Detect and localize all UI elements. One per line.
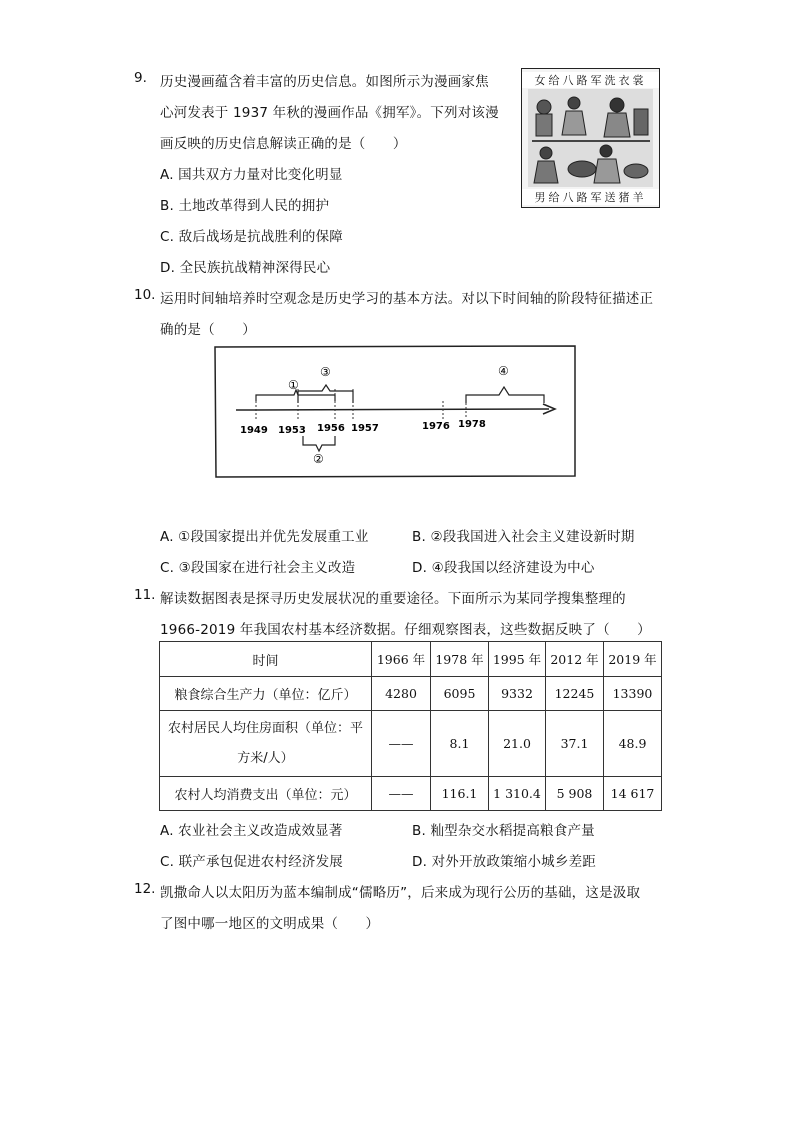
- table-cell: 6095: [431, 677, 489, 711]
- table-cell: 5 908: [546, 777, 604, 811]
- table-row: [160, 677, 662, 711]
- table-header-cell: 1995 年: [489, 642, 546, 677]
- option-c[interactable]: C. ③段国家在进行社会主义改造: [160, 560, 356, 576]
- question-text: 确的是（ ）: [160, 322, 256, 338]
- row-label: [160, 711, 372, 777]
- table-cell: 48.9: [604, 711, 662, 777]
- year-label: 1949: [240, 425, 268, 436]
- option-d[interactable]: D. 全民族抗战精神深得民心: [160, 260, 331, 276]
- marker-3: ③: [320, 365, 331, 379]
- year-label: 1953: [278, 425, 306, 436]
- option-a[interactable]: A. 国共双方力量对比变化明显: [160, 167, 343, 183]
- table-header-cell: 2012 年: [546, 642, 604, 677]
- question-number: 10.: [134, 287, 156, 303]
- option-d[interactable]: D. 对外开放政策缩小城乡差距: [412, 854, 596, 870]
- table-row: [160, 711, 662, 777]
- table-header-cell: 2019 年: [604, 642, 662, 677]
- option-a[interactable]: A. ①段国家提出并优先发展重工业: [160, 529, 369, 545]
- timeline-figure: [214, 345, 576, 478]
- table-cell: ——: [372, 711, 431, 777]
- year-label: 1957: [351, 423, 379, 434]
- marker-1: ①: [288, 378, 299, 392]
- question-number: 12.: [134, 881, 156, 897]
- option-b[interactable]: B. 籼型杂交水稻提高粮食产量: [412, 823, 595, 839]
- question-text: 历史漫画蕴含着丰富的历史信息。如图所示为漫画家焦: [160, 74, 489, 90]
- table-cell: 9332: [489, 677, 546, 711]
- year-label: 1978: [458, 419, 486, 430]
- table-cell: 8.1: [431, 711, 489, 777]
- table-cell: 21.0: [489, 711, 546, 777]
- table-cell: 14 617: [604, 777, 662, 811]
- cartoon-drawing: [522, 69, 659, 207]
- option-c[interactable]: C. 联产承包促进农村经济发展: [160, 854, 344, 870]
- table-header-row: [160, 642, 662, 677]
- row-label-line: 方米/人）: [237, 750, 294, 766]
- table-header-cell: 1966 年: [372, 642, 431, 677]
- marker-4: ④: [498, 364, 509, 378]
- row-label: 农村人均消费支出（单位：元）: [160, 777, 372, 811]
- question-number: 11.: [134, 587, 156, 603]
- table-cell: 116.1: [431, 777, 489, 811]
- option-a[interactable]: A. 农业社会主义改造成效显著: [160, 823, 343, 839]
- table-row: [160, 777, 662, 811]
- question-text: 1966-2019 年我国农村基本经济数据。仔细观察图表，这些数据反映了（ ）: [160, 622, 651, 638]
- bracket-4: [466, 387, 544, 403]
- cartoon-top-caption: 女给八路军洗衣裳: [522, 72, 659, 88]
- cartoon-image: [521, 68, 660, 208]
- table-header-cell: 1978 年: [431, 642, 489, 677]
- row-label: 粮食综合生产力（单位：亿斤）: [160, 677, 372, 711]
- timeline-border: [215, 346, 575, 477]
- marker-2: ②: [313, 452, 324, 466]
- option-b[interactable]: B. ②段我国进入社会主义建设新时期: [412, 529, 635, 545]
- year-label: 1956: [317, 423, 345, 434]
- question-text: 画反映的历史信息解读正确的是（ ）: [160, 136, 407, 152]
- row-label-line: 农村居民人均住房面积（单位：平: [167, 720, 363, 736]
- table-header-cell: 时间: [160, 642, 372, 677]
- table-cell: 37.1: [546, 711, 604, 777]
- bracket-3: [298, 385, 353, 403]
- question-text: 运用时间轴培养时空观念是历史学习的基本方法。对以下时间轴的阶段特征描述正: [160, 291, 654, 307]
- option-b[interactable]: B. 土地改革得到人民的拥护: [160, 198, 330, 214]
- question-text: 凯撒命人以太阳历为蓝本编制成“儒略历”，后来成为现行公历的基础，这是汲取: [160, 885, 641, 901]
- table-cell: 13390: [604, 677, 662, 711]
- table-cell: 1 310.4: [489, 777, 546, 811]
- table-cell: 4280: [372, 677, 431, 711]
- option-d[interactable]: D. ④段我国以经济建设为中心: [412, 560, 595, 576]
- question-text: 心河发表于 1937 年秋的漫画作品《拥军》。下列对该漫: [160, 105, 499, 121]
- bracket-2: [303, 436, 335, 451]
- data-table: [159, 641, 662, 811]
- question-text: 了图中哪一地区的文明成果（ ）: [160, 916, 380, 932]
- cartoon-bottom-caption: 男给八路军送猪羊: [522, 189, 659, 205]
- timeline-axis: [236, 409, 549, 410]
- option-c[interactable]: C. 敌后战场是抗战胜利的保障: [160, 229, 344, 245]
- table-cell: ——: [372, 777, 431, 811]
- question-text: 解读数据图表是探寻历史发展状况的重要途径。下面所示为某同学搜集整理的: [160, 591, 626, 607]
- year-label: 1976: [422, 421, 450, 432]
- question-number: 9.: [134, 70, 147, 86]
- table-cell: 12245: [546, 677, 604, 711]
